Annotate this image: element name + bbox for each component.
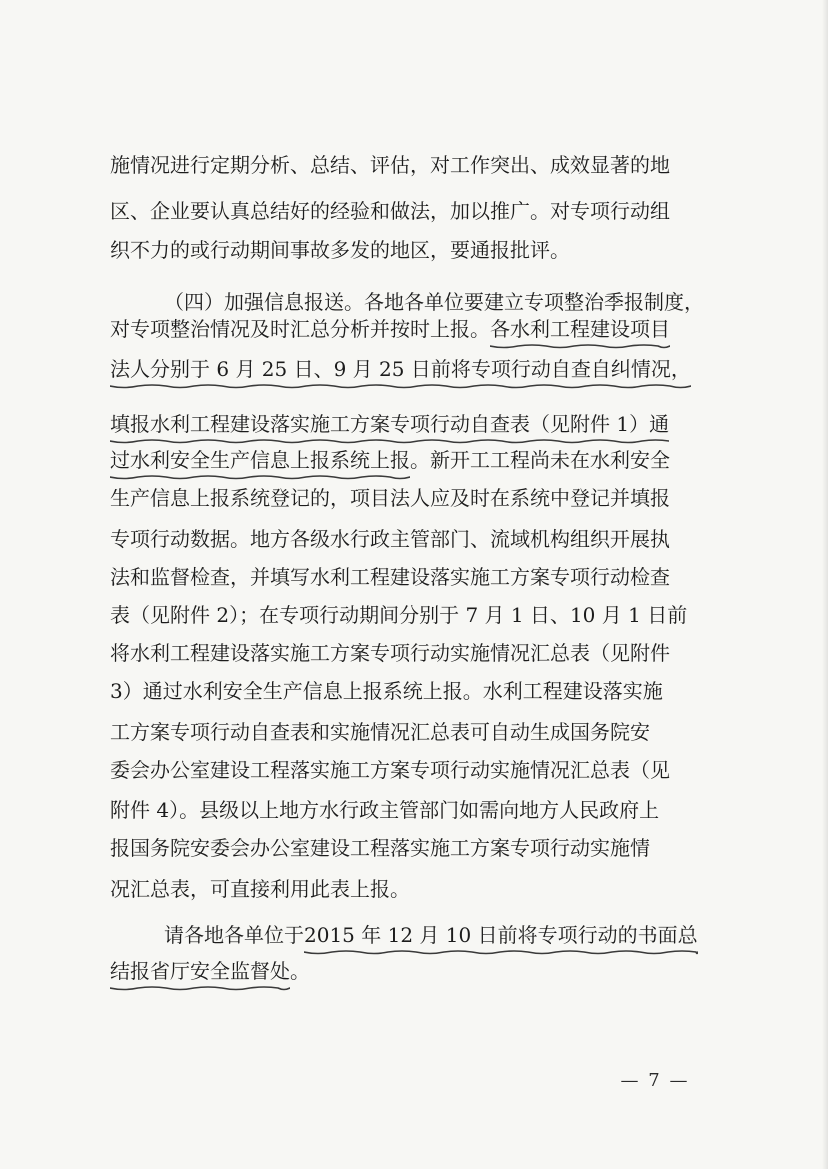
underlined-text-segment: 各水利工程建设项目: [490, 310, 670, 348]
text-segment: 区、企业要认真总结好的经验和做法，加以推广。对专项行动组: [110, 199, 670, 223]
text-line: [0, 192, 828, 230]
text-segment: 工方案专项行动自查表和实施情况汇总表可自动生成国务院安: [110, 720, 650, 744]
text-line: [0, 634, 828, 672]
text-line: [0, 231, 828, 269]
text-line: [0, 870, 828, 908]
handwritten-underline: [110, 380, 691, 396]
text-segment: 将水利工程建设落实施工方案专项行动实施情况汇总表（见附件: [110, 641, 670, 665]
text-line: [0, 713, 828, 751]
text-line: [0, 952, 828, 990]
text-line: [0, 146, 828, 184]
text-segment: 专项行动数据。地方各级水行政主管部门、流域机构组织开展执: [110, 527, 670, 551]
text-line: [0, 441, 828, 479]
underlined-text-segment: 结报省厅安全监督处: [110, 952, 290, 990]
text-line: [0, 520, 828, 558]
text-segment: （四）加强信息报送。各地各单位要建立专项整治季报制度，: [164, 290, 704, 314]
text-line: [0, 405, 828, 443]
underlined-text-segment: 法人分别于 6 月 25 日、9 月 25 日前将专项行动自查自纠情况，: [110, 350, 691, 388]
text-segment: 织不力的或行动期间事故多发的地区，要通报批评。: [110, 238, 570, 262]
text-line: [0, 350, 828, 388]
text-line: [0, 310, 828, 348]
underline-stroke: [110, 385, 691, 388]
text-line: [0, 829, 828, 867]
text-segment: 3）通过水利安全生产信息上报系统上报。水利工程建设落实施: [110, 679, 663, 703]
page-number: — 7 —: [620, 1070, 690, 1091]
underlined-text-segment: 填报水利工程建设落实施工方案专项行动自查表（见附件 1）通: [110, 405, 669, 443]
text-segment: 表（见附件 2）；在专项行动期间分别于 7 月 1 日、10 月 1 日前: [110, 603, 688, 627]
text-segment: 施情况进行定期分析、总结、评估，对工作突出、成效显著的地: [110, 153, 670, 177]
underlined-text-segment: 过水利安全生产信息上报系统上报: [110, 441, 410, 479]
text-segment: 报国务院安委会办公室建设工程落实施工方案专项行动实施情: [110, 836, 650, 860]
text-segment: 委会办公室建设工程落实施工方案专项行动实施情况汇总表（见: [110, 758, 670, 782]
text-segment: 况汇总表，可直接利用此表上报。: [110, 877, 410, 901]
text-segment: 附件 4）。县级以上地方水行政主管部门如需向地方人民政府上: [110, 798, 660, 822]
text-segment: 生产信息上报系统登记的，项目法人应及时在系统中登记并填报: [110, 486, 670, 510]
text-segment: 对专项整治情况及时汇总分析并按时上报。: [110, 317, 490, 341]
text-segment: 请各地各单位于: [164, 923, 304, 947]
underline-stroke: [490, 345, 670, 348]
text-segment: 。: [290, 959, 310, 983]
underlined-text-segment: 2015 年 12 月 10 日前将专项行动的书面总: [304, 916, 698, 954]
scan-edge-shadow: [822, 0, 828, 1169]
text-line: [0, 751, 828, 789]
text-line: [0, 672, 828, 710]
text-line: [0, 558, 828, 596]
underline-stroke: [110, 987, 290, 990]
handwritten-underline: [110, 982, 290, 998]
text-segment: 法和监督检查，并填写水利工程建设落实施工方案专项行动检查: [110, 565, 670, 589]
text-segment: 。新开工工程尚未在水利安全: [410, 448, 670, 472]
text-line: [0, 596, 828, 634]
text-line: [0, 791, 828, 829]
text-line: [0, 916, 828, 954]
text-line: [0, 479, 828, 517]
